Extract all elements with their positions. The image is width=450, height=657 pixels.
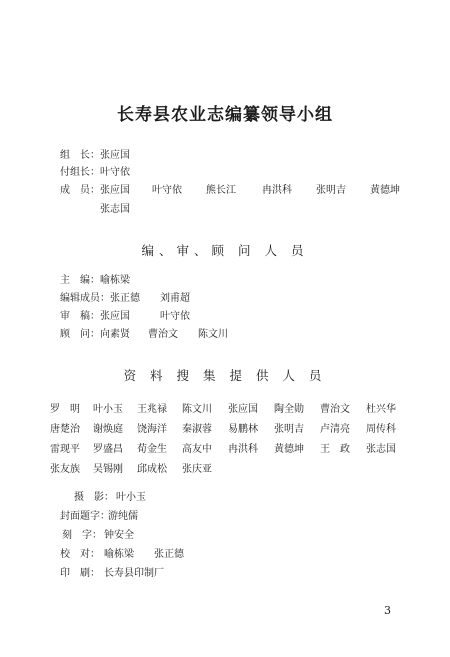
provider-name: 曹治文 xyxy=(320,404,350,415)
provider-name: 杜兴华 xyxy=(366,404,396,415)
advisor-name: 陈文川 xyxy=(198,329,228,340)
provider-name: 陶全勋 xyxy=(274,404,304,415)
provider-name: 叶小玉 xyxy=(93,404,123,415)
cover-calligraphy-label: 封面题字： xyxy=(60,511,110,522)
advisor-label: 顾 问： xyxy=(60,329,100,340)
printing-label: 印 刷： xyxy=(60,568,100,579)
reviewer-name: 叶守依 xyxy=(160,311,190,322)
chief-editor-label: 主 编： xyxy=(60,275,100,286)
provider-name: 易鹏林 xyxy=(228,424,258,435)
member-name: 叶守依 xyxy=(152,185,182,196)
provider-name: 谢焕庭 xyxy=(93,424,123,435)
provider-name: 张志国 xyxy=(366,444,396,455)
provider-name: 卢清亮 xyxy=(320,424,350,435)
member-name: 熊长江 xyxy=(206,185,236,196)
provider-name: 吴锡刚 xyxy=(93,464,123,475)
provider-name: 王兆禄 xyxy=(137,404,167,415)
provider-name: 罗 明 xyxy=(50,404,80,415)
provider-name: 王 政 xyxy=(320,444,350,455)
advisor-name: 向素贤 xyxy=(100,329,130,340)
member-name: 张应国 xyxy=(100,185,130,196)
photography-label: 摄 影： xyxy=(74,492,114,503)
providers-heading: 资 料 搜 集 提 供 人 员 xyxy=(123,368,327,383)
provider-name: 唐楚治 xyxy=(50,424,80,435)
provider-name: 张庆亚 xyxy=(182,464,212,475)
proofreading-names: 喻栋梁 张正德 xyxy=(104,549,184,560)
review-label: 审 稿： xyxy=(60,311,100,322)
page-number: 3 xyxy=(384,604,391,617)
provider-name: 张应国 xyxy=(228,404,258,415)
member-name: 张明吉 xyxy=(316,185,346,196)
page-title: 长寿县农业志编纂领导小组 xyxy=(117,105,333,125)
editorial-member-name: 张正德 xyxy=(110,293,140,304)
photography-name: 叶小玉 xyxy=(116,492,146,503)
provider-name: 秦淑蓉 xyxy=(182,424,212,435)
deputy-label: 付组长： xyxy=(60,167,100,178)
printer-name: 长寿县印制厂 xyxy=(104,568,164,579)
editorial-member-name: 刘甫超 xyxy=(160,293,190,304)
reviewer-name: 张应国 xyxy=(100,311,130,322)
provider-name: 周传科 xyxy=(366,424,396,435)
engraving-label: 刻 字： xyxy=(62,530,102,541)
member-name: 黄德坤 xyxy=(370,185,400,196)
engraving-name: 钟安全 xyxy=(104,530,134,541)
provider-name: 黄德坤 xyxy=(274,444,304,455)
advisor-name: 曹治文 xyxy=(148,329,178,340)
deputy-name: 叶守依 xyxy=(100,167,130,178)
provider-name: 雷现平 xyxy=(50,444,80,455)
editors-heading: 编、审、顾 问 人 员 xyxy=(141,243,309,258)
provider-name: 饶海洋 xyxy=(137,424,167,435)
leader-label: 组 长： xyxy=(60,150,100,161)
provider-name: 张友族 xyxy=(50,464,80,475)
provider-name: 陈文川 xyxy=(182,404,212,415)
provider-name: 荀金生 xyxy=(137,444,167,455)
provider-name: 高友中 xyxy=(182,444,212,455)
cover-calligraphy-name: 游纯儒 xyxy=(108,511,138,522)
proofreading-label: 校 对： xyxy=(60,549,100,560)
member-name: 张志国 xyxy=(100,204,130,215)
member-name: 冉洪科 xyxy=(262,185,292,196)
members-label: 成 员： xyxy=(60,185,100,196)
provider-name: 罗盛昌 xyxy=(93,444,123,455)
chief-editor-name: 喻栋梁 xyxy=(100,275,130,286)
provider-name: 张明吉 xyxy=(274,424,304,435)
provider-name: 冉洪科 xyxy=(228,444,258,455)
editorial-members-label: 编辑成员： xyxy=(60,293,110,304)
leader-name: 张应国 xyxy=(100,150,130,161)
provider-name: 邱成松 xyxy=(137,464,167,475)
